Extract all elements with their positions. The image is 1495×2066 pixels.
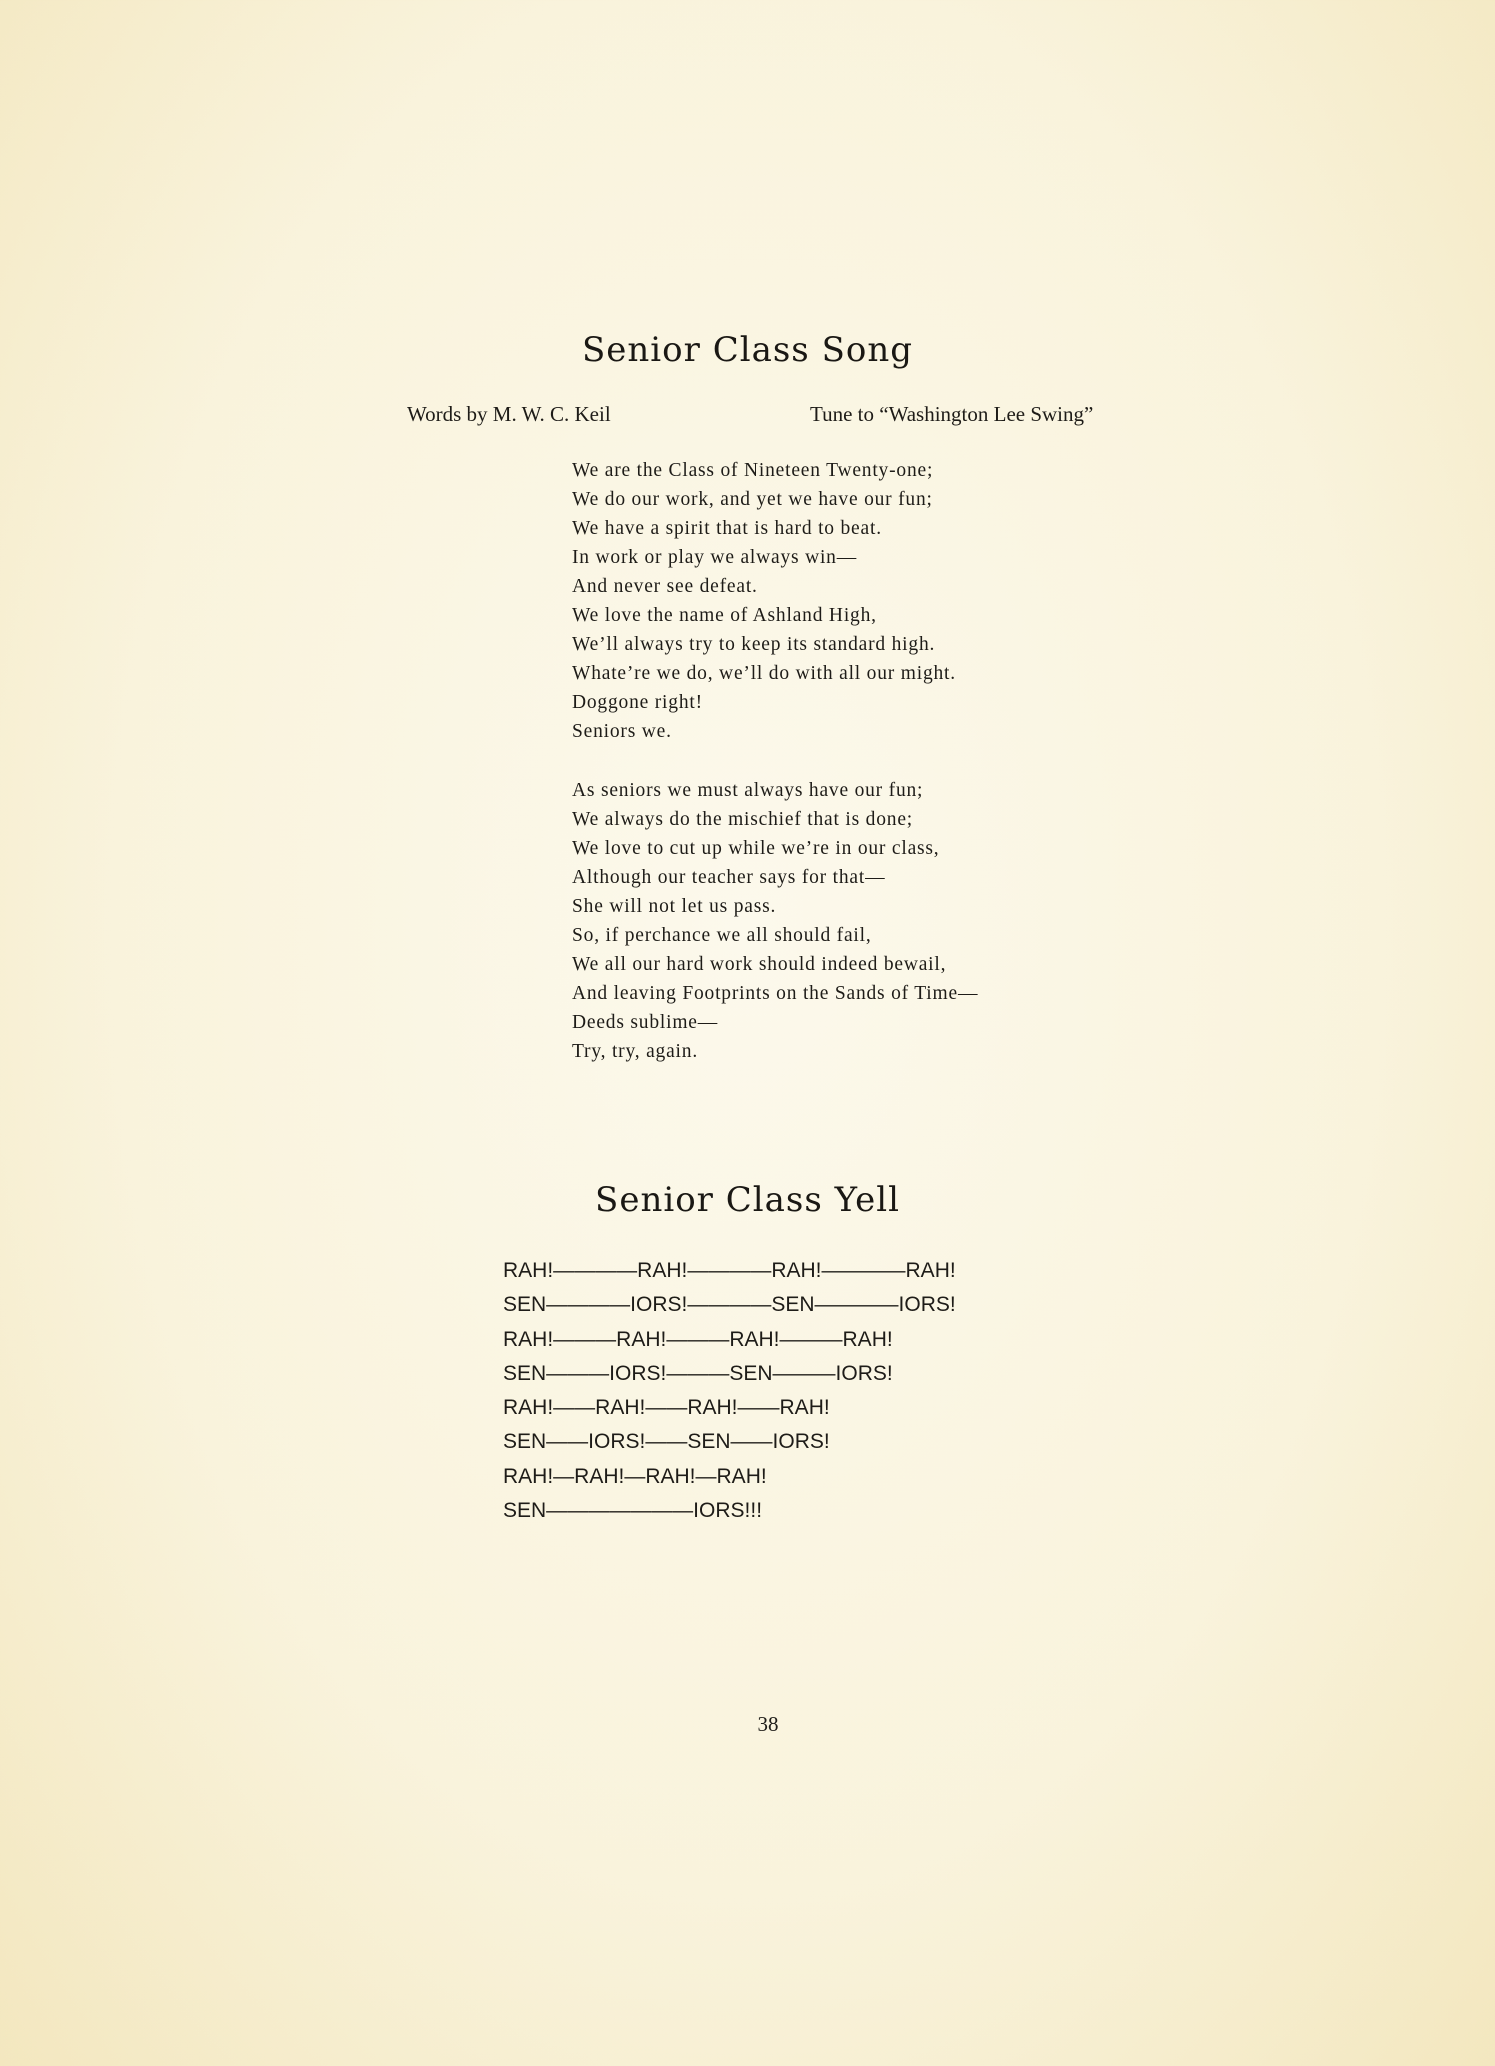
verse-line: So, if perchance we all should fail, (572, 925, 872, 946)
verse-line: We’ll always try to keep its standard high. (572, 634, 936, 655)
verse-line: Deeds sublime— (572, 1012, 719, 1033)
verse-line: We have a spirit that is hard to beat. (572, 518, 882, 539)
verse-line: We do our work, and yet we have our fun; (572, 489, 933, 510)
verse-line: We love the name of Ashland High, (572, 605, 877, 626)
verse-line: Although our teacher says for that— (572, 867, 886, 888)
yell-line: SEN———————IORS!!! (503, 1499, 763, 1523)
yell-line: SEN——IORS!——SEN——IORS! (503, 1430, 830, 1454)
verse-line: In work or play we always win— (572, 547, 858, 568)
verse-line: She will not let us pass. (572, 896, 777, 917)
verse-line: Try, try, again. (572, 1041, 699, 1062)
verse-line: And leaving Footprints on the Sands of Time— (572, 983, 979, 1004)
yell-lines (503, 1254, 956, 1528)
yell-line: SEN————IORS!————SEN————IORS! (503, 1293, 956, 1317)
verse-1 (572, 456, 956, 746)
yell-line: RAH!—RAH!—RAH!—RAH! (503, 1464, 767, 1488)
verse-line: Whate’re we do, we’ll do with all our might. (572, 663, 956, 684)
verse-line: And never see defeat. (572, 576, 758, 597)
verse-line: Seniors we. (572, 721, 672, 742)
yell-title: Senior Class Yell (595, 1180, 900, 1220)
words-credit: Words by M. W. C. Keil (407, 402, 611, 426)
page-number: 38 (757, 1712, 779, 1736)
verse-2 (572, 776, 978, 1066)
tune-credit: Tune to “Washington Lee Swing” (810, 402, 1094, 426)
song-title: Senior Class Song (581, 330, 913, 370)
yell-line: RAH!———RAH!———RAH!———RAH! (503, 1327, 893, 1351)
verse-line: We are the Class of Nineteen Twenty-one; (572, 460, 934, 481)
verse-line: We always do the mischief that is done; (572, 809, 914, 830)
verse-line: As seniors we must always have our fun; (572, 780, 924, 801)
verse-line: Doggone right! (572, 692, 703, 713)
verse-line: We love to cut up while we’re in our class, (572, 838, 940, 859)
verse-line: We all our hard work should indeed bewail, (572, 954, 947, 975)
yell-line: SEN———IORS!———SEN———IORS! (503, 1361, 893, 1385)
yell-line: RAH!——RAH!——RAH!——RAH! (503, 1396, 830, 1420)
yell-line: RAH!————RAH!————RAH!————RAH! (503, 1259, 956, 1282)
